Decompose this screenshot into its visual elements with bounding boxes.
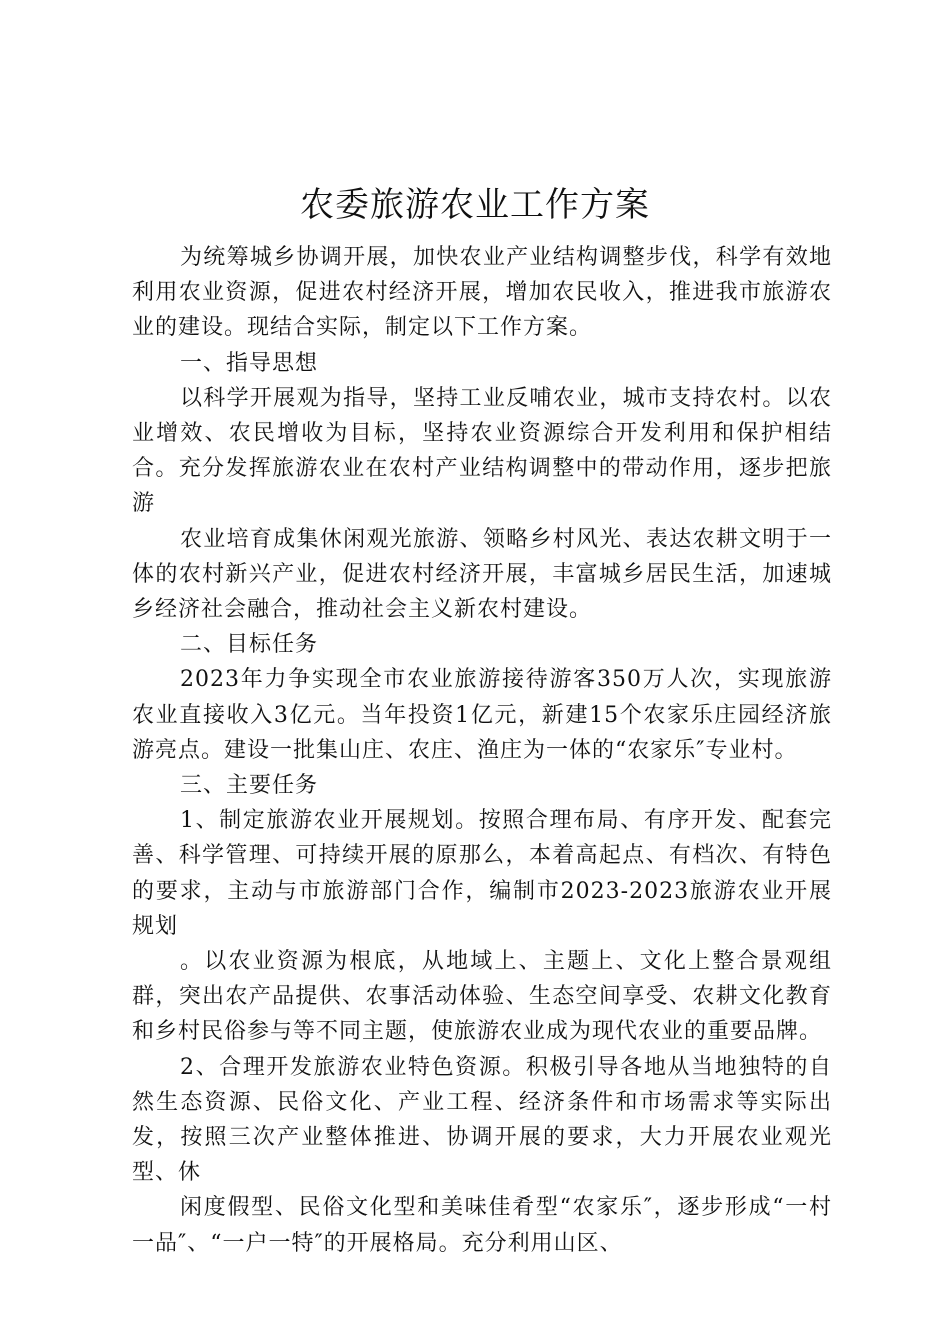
paragraph-intro: 为统筹城乡协调开展，加快农业产业结构调整步伐，科学有效地利用农业资源，促进农村经济开展，增加农民收入，推进我市旅游农业的建设。现结合实际，制定以下工作方案。	[132, 245, 832, 341]
section-heading-guiding-thought: 一、指导思想	[180, 350, 319, 376]
paragraph-task-2-continued: 闲度假型、民俗文化型和美味佳肴型“农家乐″，逐步形成“一村一品″、“一户一特″的开展格局。充分利用山区、	[132, 1195, 832, 1256]
paragraph-task-1: 1、制定旅游农业开展规划。按照合理布局、有序开发、配套完善、科学管理、可持续开展的原那么，本着高起点、有档次、有特色的要求，主动与市旅游部门合作，编制市2023-2023旅游农业开展规划	[132, 808, 832, 939]
section-heading-main-tasks: 三、主要任务	[180, 773, 319, 799]
paragraph-task-2: 2、合理开发旅游农业特色资源。积极引导各地从当地独特的自然生态资源、民俗文化、产业工程、经济条件和市场需求等实际出发，按照三次产业整体推进、协调开展的要求，大力开展农业观光型、休	[132, 1054, 832, 1186]
section-heading-goals: 二、目标任务	[180, 632, 319, 658]
document-body	[132, 240, 832, 1261]
document-title: 农委旅游农业工作方案	[300, 185, 650, 225]
paragraph-guiding-thought: 以科学开展观为指导，坚持工业反哺农业，城市支持农村。以农业增效、农民增收为目标，坚持农业资源综合开发利用和保护相结合。充分发挥旅游农业在农村产业结构调整中的带动作用，逐步把旅游	[132, 385, 832, 517]
paragraph-guiding-thought-continued: 农业培育成集休闲观光旅游、领略乡村风光、表达农耕文明于一体的农村新兴产业，促进农村经济开展，丰富城乡居民生活，加速城乡经济社会融合，推动社会主义新农村建设。	[132, 526, 832, 623]
paragraph-goals: 2023年力争实现全市农业旅游接待游客350万人次，实现旅游农业直接收入3亿元。当年投资1亿元，新建15个农家乐庄园经济旅游亮点。建设一批集山庄、农庄、渔庄为一体的“农家乐″专业村。	[132, 667, 832, 763]
paragraph-task-1-continued: 。以农业资源为根底，从地域上、主题上、文化上整合景观组群，突出农产品提供、农事活动体验、生态空间享受、农耕文化教育和乡村民俗参与等不同主题，使旅游农业成为现代农业的重要品牌。	[132, 949, 832, 1045]
